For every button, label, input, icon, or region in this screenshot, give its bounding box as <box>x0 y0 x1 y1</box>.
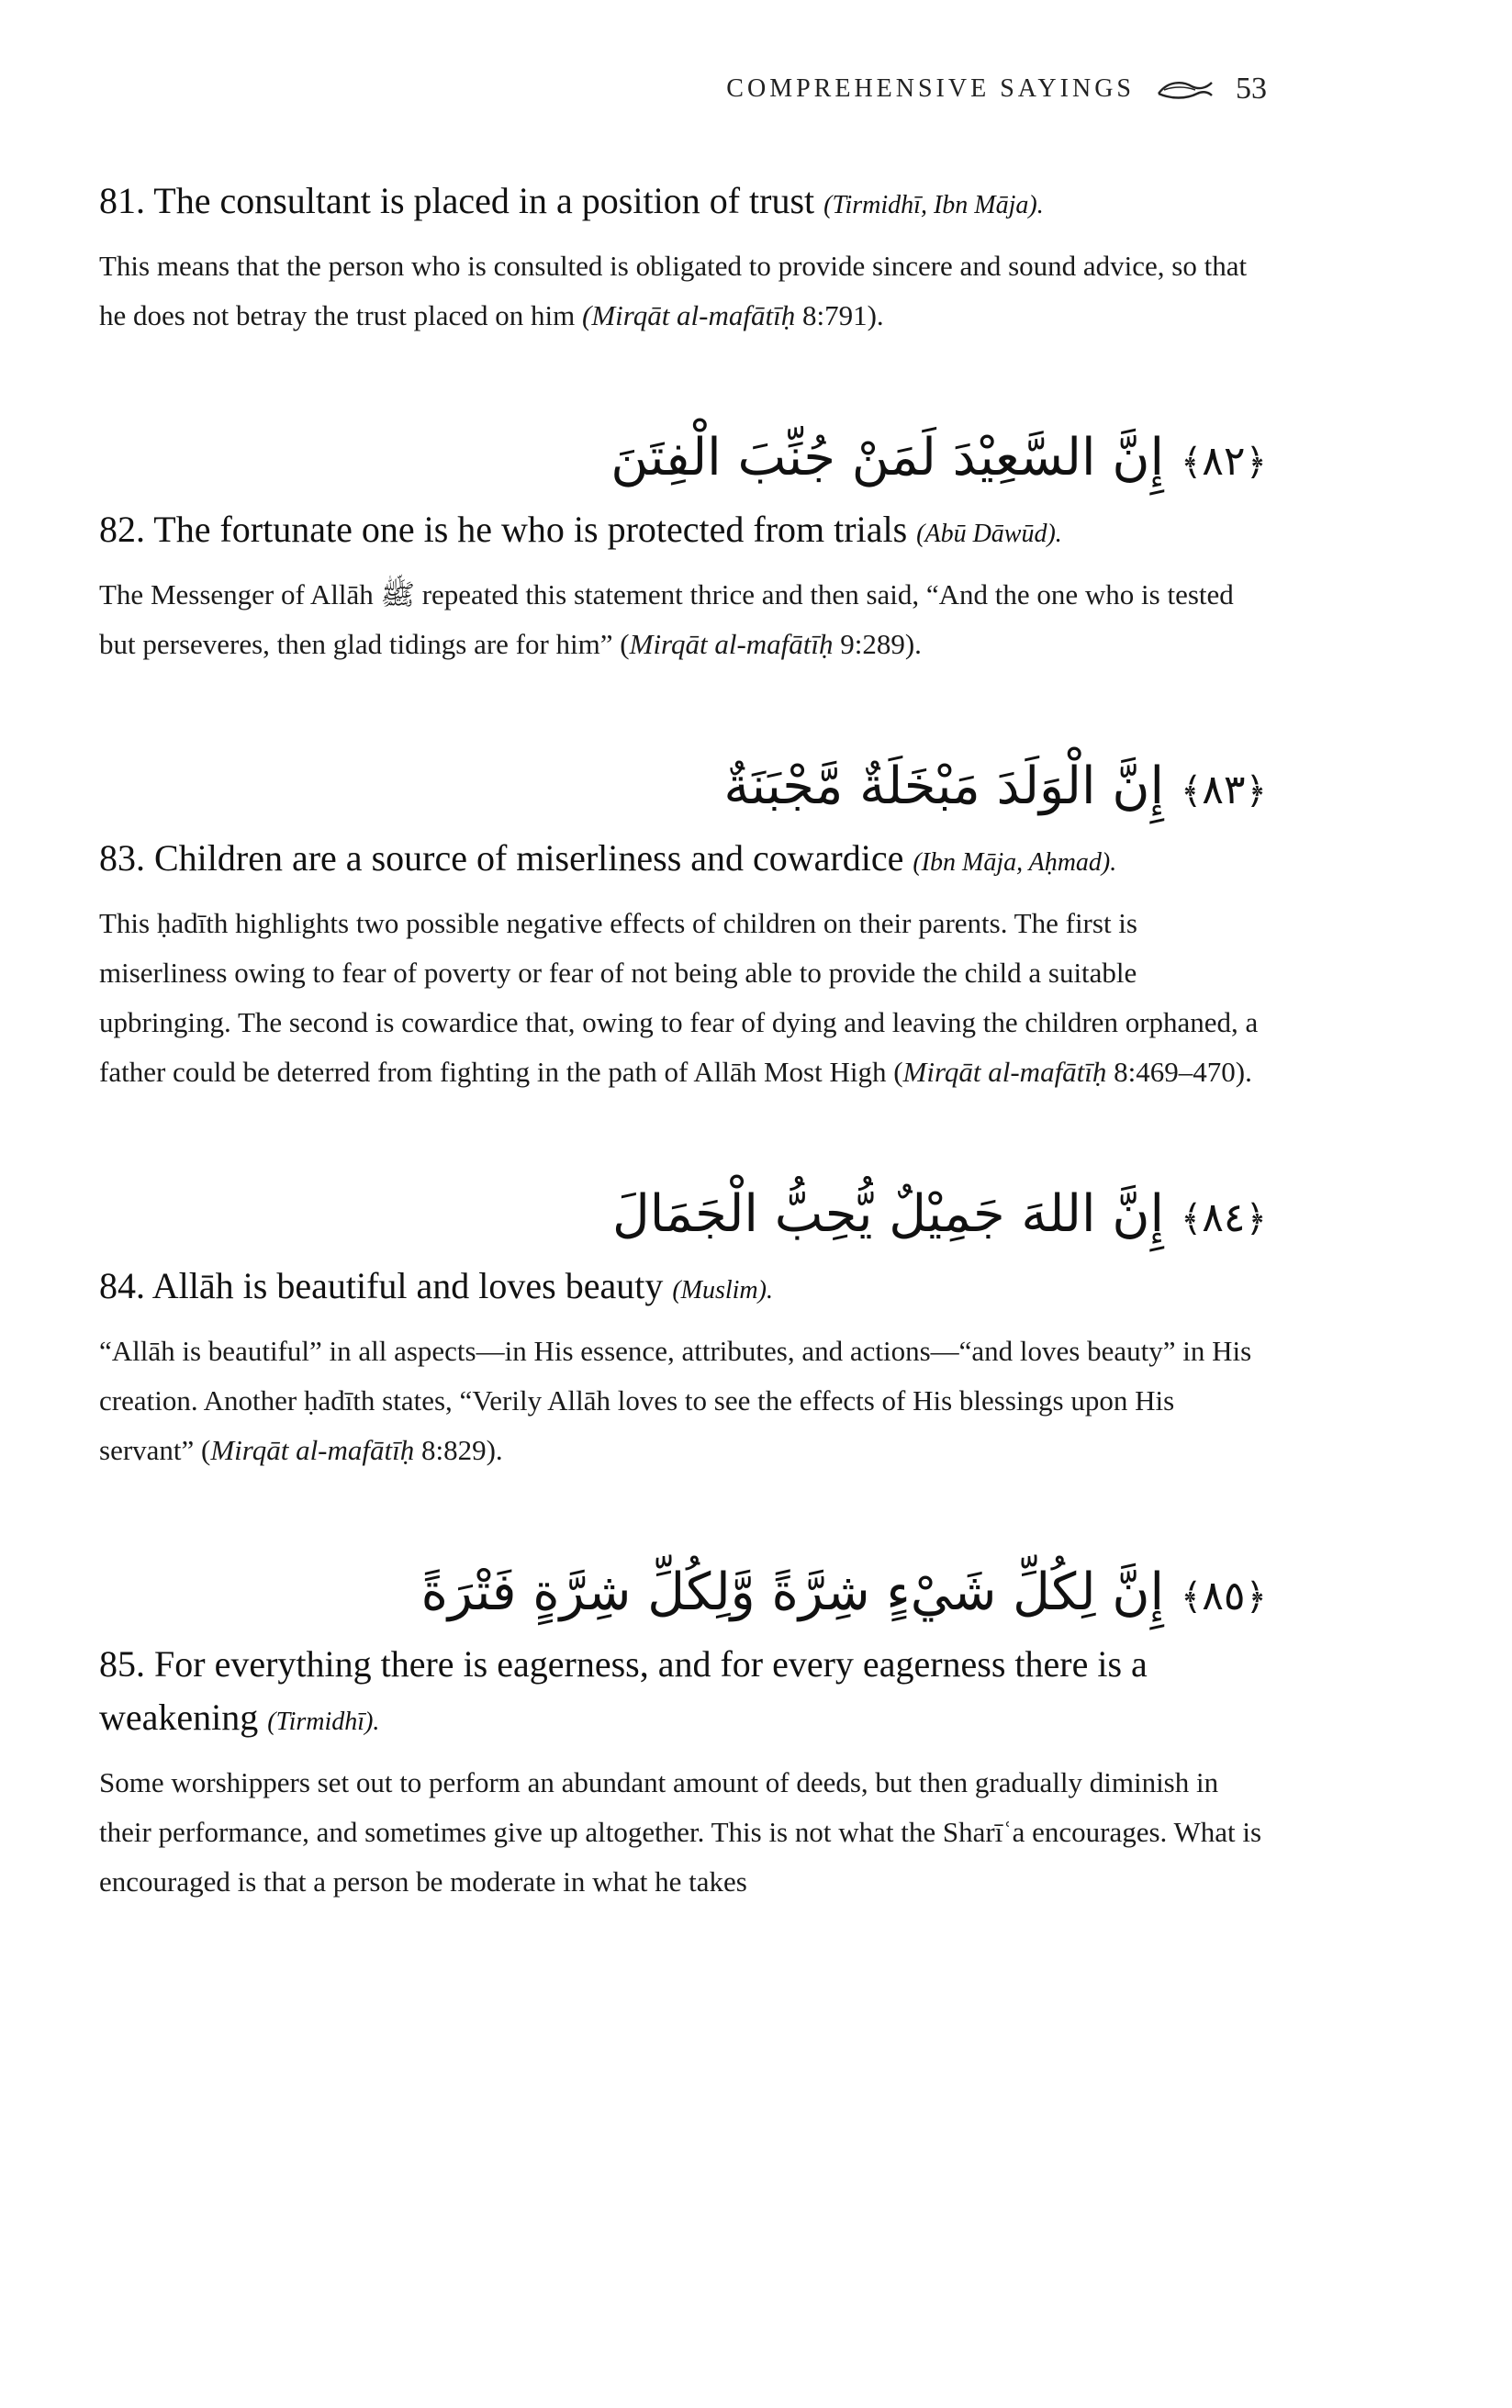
running-head <box>643 66 1267 112</box>
ornate-bracket-open: ﴿ <box>1245 1198 1267 1240</box>
commentary-text: “Allāh is beautiful” in all aspects—in His essence, attributes, and actions—“and loves beauty” in His creation. Another ḥadīth states, “Verily Allāh loves to see the effects of His blessings upon His servant” ( <box>99 1335 1252 1466</box>
saying-commentary <box>99 899 1267 1097</box>
commentary-text: This means that the person who is consulted is obligated to provide sincere and sound advice, so that he does not betray the trust placed on him <box>99 250 1248 331</box>
arabic-text <box>99 425 1267 496</box>
heading-source: (Abū Dāwūd). <box>916 520 1062 548</box>
saying-heading <box>99 1260 1267 1317</box>
scroll-ornament-icon <box>1155 75 1215 103</box>
commentary-citation: (Mirqāt al-mafātīḥ <box>582 299 796 331</box>
saying-commentary <box>99 241 1267 341</box>
ornate-bracket-open: ﴿ <box>1245 442 1267 484</box>
arabic-saying: إِنَّ اللهَ جَمِيْلٌ يُّحِبُّ الْجَمَالَ <box>612 1184 1165 1244</box>
arabic-text <box>99 1560 1267 1630</box>
arabic-saying: إِنَّ لِكُلِّ شَيْءٍ شِرَّةً وَّلِكُلِّ شِرَّةٍ فَتْرَةً <box>420 1562 1165 1622</box>
commentary-text: Some worshippers set out to perform an abundant amount of deeds, but then gradually diminish in their performance, and sometimes give up altogether. This is not what the Sharīʿa encourages. What is encouraged is that a person be moderate in what he takes <box>99 1766 1262 1898</box>
heading-text: 83. Children are a source of miserliness and cowardice <box>99 837 904 879</box>
arabic-number: ٨٢ <box>1202 438 1246 485</box>
commentary-citation: Mirqāt al-mafātīḥ <box>902 1056 1107 1088</box>
saying-heading <box>99 174 1267 232</box>
arabic-saying: إِنَّ السَّعِيْدَ لَمَنْ جُنِّبَ الْفِتَنَ <box>610 428 1165 487</box>
commentary-text: 8:791). <box>795 299 884 331</box>
heading-source: (Ibn Māja, Aḥmad). <box>913 848 1117 877</box>
saying-81 <box>99 174 1267 341</box>
arabic-number: ٨٤ <box>1202 1194 1246 1241</box>
ornate-bracket-open: ﴿ <box>1245 770 1267 812</box>
saying-83 <box>99 754 1267 1097</box>
commentary-text: 8:469–470). <box>1106 1056 1252 1088</box>
saying-commentary <box>99 570 1267 669</box>
saying-85 <box>99 1560 1267 1907</box>
saying-84 <box>99 1182 1267 1475</box>
saying-commentary <box>99 1758 1267 1907</box>
saying-heading <box>99 503 1267 561</box>
saying-heading <box>99 832 1267 890</box>
ornate-bracket-close: ﴾ <box>1180 1198 1203 1240</box>
commentary-citation: Mirqāt al-mafātīḥ <box>629 628 834 660</box>
arabic-saying: إِنَّ الْوَلَدَ مَبْخَلَةٌ مَّجْبَنَةٌ <box>723 756 1165 816</box>
arabic-number: ٨٥ <box>1202 1573 1246 1619</box>
commentary-text: 8:829). <box>414 1434 503 1466</box>
ornate-bracket-open: ﴿ <box>1245 1576 1267 1618</box>
commentary-text: This ḥadīth highlights two possible negative effects of children on their parents. The first is miserliness owing to fear of poverty or fear of not being able to provide the child a suitable upbringing. The second is cowardice that, owing to fear of dying and leaving the children orphaned, a father could be deterred from fighting in the path of Allāh Most High ( <box>99 907 1259 1088</box>
heading-text: 82. The fortunate one is he who is protected from trials <box>99 509 908 550</box>
heading-source: (Muslim). <box>672 1276 773 1305</box>
page-content <box>99 174 1267 1907</box>
saying-heading <box>99 1638 1267 1749</box>
heading-source: (Tirmidhī). <box>267 1708 380 1736</box>
page-number: 53 <box>1236 72 1267 106</box>
heading-text: 85. For everything there is eagerness, and for every eagerness there is a weakening <box>99 1643 1148 1738</box>
heading-text: 84. Allāh is beautiful and loves beauty <box>99 1265 664 1306</box>
ornate-bracket-close: ﴾ <box>1180 770 1203 812</box>
arabic-text <box>99 1182 1267 1252</box>
saying-commentary <box>99 1327 1267 1475</box>
saying-82 <box>99 425 1267 669</box>
running-title: COMPREHENSIVE SAYINGS <box>726 74 1135 103</box>
arabic-text <box>99 754 1267 824</box>
heading-source: (Tirmidhī, Ibn Māja). <box>823 191 1044 219</box>
commentary-text: The Messenger of Allāh ﷺ repeated this statement thrice and then said, “And the one who is tested but perseveres, then glad tidings are for him” ( <box>99 578 1234 660</box>
commentary-citation: Mirqāt al-mafātīḥ <box>210 1434 415 1466</box>
arabic-number: ٨٣ <box>1202 767 1246 813</box>
commentary-text: 9:289). <box>833 628 922 660</box>
ornate-bracket-close: ﴾ <box>1180 1576 1203 1618</box>
heading-text: 81. The consultant is placed in a position of trust <box>99 180 815 221</box>
ornate-bracket-close: ﴾ <box>1180 442 1203 484</box>
